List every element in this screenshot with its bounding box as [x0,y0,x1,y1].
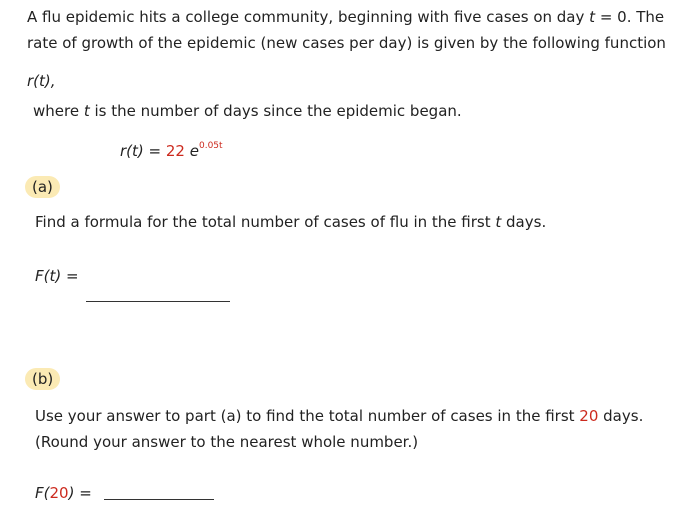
function-name-text: r(t), [27,72,56,90]
part-b-question-post: days. (Round your answer to the nearest whole number.) [35,407,644,451]
part-b-answer-input[interactable] [104,485,214,500]
part-b-question-pre: Use your answer to part (a) to find the total number of cases in the first [35,407,580,425]
where-pre: where [33,102,84,120]
part-a-answer-eq: = [61,267,79,285]
part-b-answer-close: ) [68,484,75,502]
formula-coefficient: 22 [165,142,185,160]
part-a-answer-label [35,267,79,285]
intro-text-1: A flu epidemic hits a college community, beginning with five cases on day [27,8,590,26]
where-post: is the number of days since the epidemic began. [89,102,462,120]
part-a-question-post: days. [501,213,547,231]
formula-base: e [189,142,199,160]
part-b-answer-fn: F( [35,484,50,502]
intro-var: t [589,8,596,26]
part-b-question [35,403,695,455]
part-a-question-var: t [495,213,502,231]
where-clause [33,102,462,120]
part-b-answer-eq: = [74,484,92,502]
part-a-answer-input[interactable] [86,287,230,302]
intro-text-2: = 0. The rate of growth of the epidemic (new cases per day) is given by the following function [27,8,666,52]
rate-formula [120,142,223,160]
formula-lhs: r(t) [120,142,144,160]
part-a-answer-fn: F(t) [35,267,62,285]
part-b-answer-label [35,484,92,502]
part-a-label: (a) [25,176,60,198]
where-var: t [83,102,90,120]
function-name [27,72,56,90]
part-b-question-num: 20 [579,407,599,425]
part-a-question-pre: Find a formula for the total number of cases of flu in the first [35,213,496,231]
problem-intro [27,4,695,56]
formula-eq: = [143,142,166,160]
part-b-answer-num: 20 [49,484,69,502]
formula-exponent: 0.05t [198,141,223,151]
part-b-label: (b) [25,368,60,390]
part-a-question [35,213,546,231]
